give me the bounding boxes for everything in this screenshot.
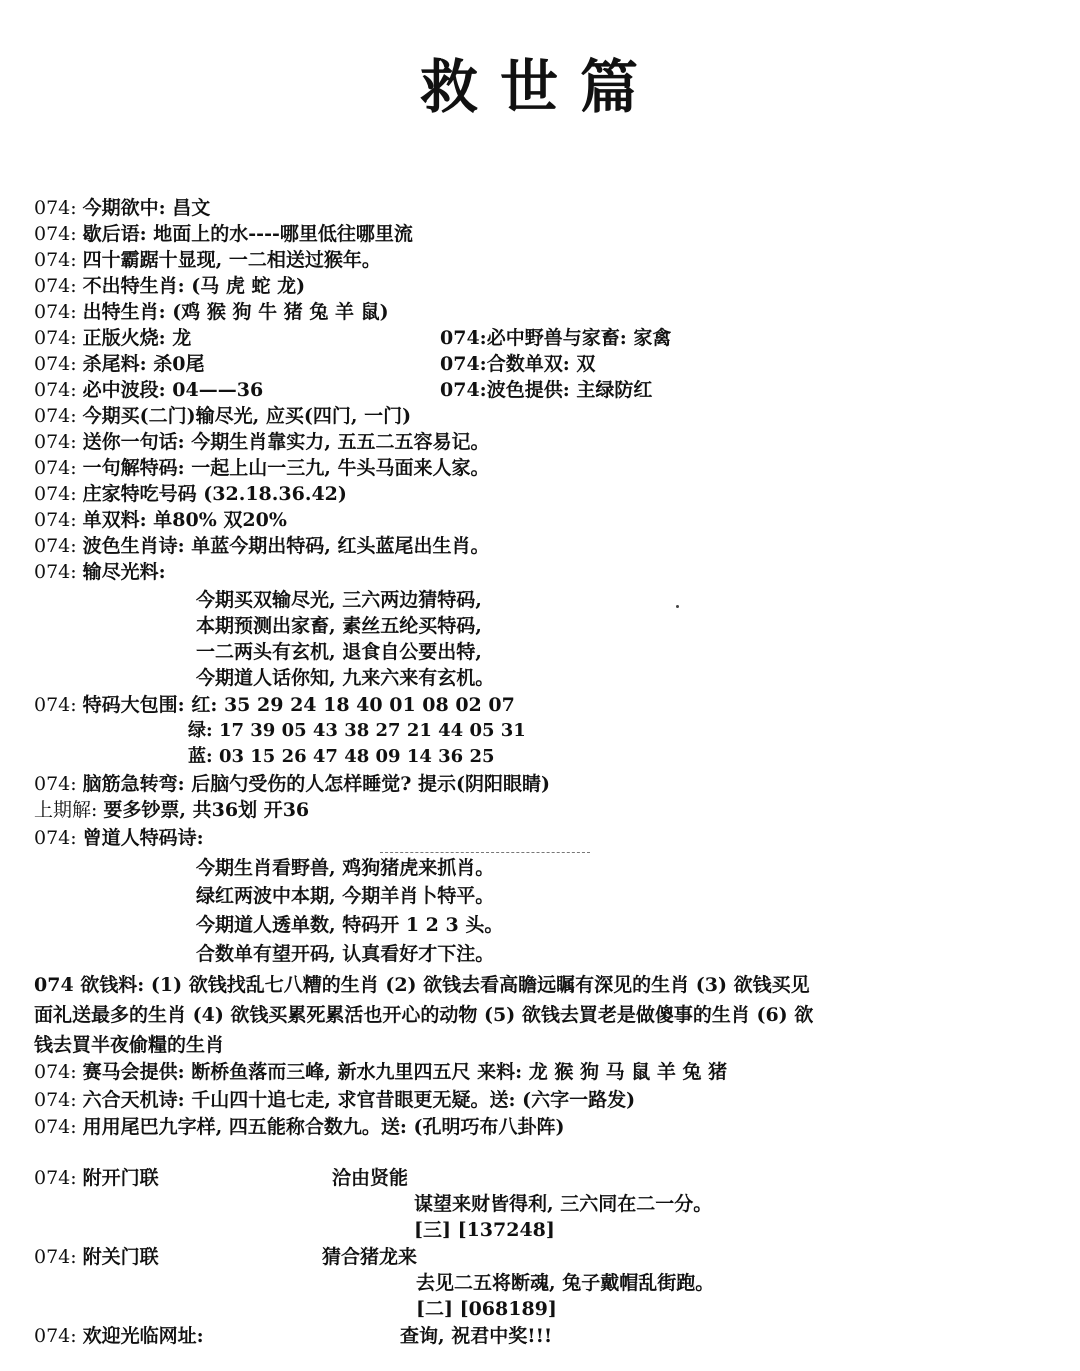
line-jinqi: 074: 今期欲中: 昌文 xyxy=(34,197,211,219)
guanmen-couplet: 去见二五将断魂, 兔子戴帽乱街跑。 xyxy=(416,1272,715,1294)
line-weiba: 074: 用用尾巴九字样, 四五能称合数九。送: (孔明巧布八卦阵) xyxy=(34,1116,565,1138)
guanmen-code: [二] [068189] xyxy=(416,1298,557,1320)
footer-text: 查询, 祝君中奖!!! xyxy=(400,1325,553,1347)
line-yiju: 074: 一句解特码: 一起上山一三九, 牛头马面来人家。 xyxy=(34,457,490,479)
line-zengdaoren: 074: 曾道人特码诗: xyxy=(34,827,204,849)
line-buchu: 074: 不出特生肖: (马 虎 蛇 龙) xyxy=(34,275,306,297)
line-footer: 074: 欢迎光临网址: xyxy=(34,1325,204,1347)
line-chute: 074: 出特生肖: (鸡 猴 狗 牛 猪 兔 羊 鼠) xyxy=(34,301,389,323)
line-shangqi: 上期解: 要多钞票, 共36划 开36 xyxy=(34,799,310,821)
line-songni: 074: 送你一句话: 今期生肖靠实力, 五五二五容易记。 xyxy=(34,431,490,453)
scan-speck xyxy=(676,605,679,608)
line-heshu: 074:合数单双: 双 xyxy=(440,353,596,375)
line-danshuang: 074: 单双料: 单80% 双20% xyxy=(34,509,287,531)
page-title: 救世篇 xyxy=(419,53,660,121)
line-naojin: 074: 脑筋急转弯: 后脑勺受伤的人怎样睡觉? 提示(阴阳眼睛) xyxy=(34,773,551,795)
line-guanmen: 074: 附关门联 xyxy=(34,1246,159,1268)
line-yeshou: 074:必中野兽与家畜: 家禽 xyxy=(440,327,672,349)
kaimen-code: [三] [137248] xyxy=(414,1219,555,1241)
poem1-line: 今期买双输尽光, 三六两边猜特码, xyxy=(196,589,482,611)
scan-artifact xyxy=(380,852,590,855)
poem2-line: 今期道人透单数, 特码开 1 2 3 头。 xyxy=(196,914,504,936)
line-baowei: 074: 特码大包围: 红: 35 29 24 18 40 01 08 02 07 xyxy=(34,694,515,716)
yuqian-paragraph: 074 欲钱料: (1) 欲钱找乱七八糟的生肖 (2) 欲钱去看高瞻远瞩有深见的生肖 (3) 欲钱买见面礼送最多的生肖 (4) 欲钱买累死累活也开心的动物 (5) 欲钱去買老是做傻事的生肖 (6) 欲钱去買半夜偷糧的生肖 xyxy=(34,974,814,1056)
line-boduan: 074: 必中波段: 04——36 xyxy=(34,379,264,401)
line-liuhe: 074: 六合天机诗: 千山四十追七走, 求官昔眼更无疑。送: (六字一路发) xyxy=(34,1089,636,1111)
guanmen-title: 猜合猪龙来 xyxy=(322,1246,418,1268)
poem1-line: 今期道人话你知, 九来六来有玄机。 xyxy=(196,667,495,689)
poem2-line: 合数单有望开码, 认真看好才下注。 xyxy=(196,943,495,965)
blue-numbers: 03 15 26 47 48 09 14 36 25 xyxy=(218,746,495,767)
line-kaimen: 074: 附开门联 xyxy=(34,1167,159,1189)
line-bose: 074:波色提供: 主绿防红 xyxy=(440,379,653,401)
kaimen-couplet: 谋望来财皆得利, 三六同在二一分。 xyxy=(414,1193,713,1215)
poem2-line: 绿红两波中本期, 今期羊肖卜特平。 xyxy=(196,885,495,907)
line-sishi: 074: 四十霸踞十显现, 一二相送过猴年。 xyxy=(34,249,381,271)
blue-numbers-row: 蓝: 03 15 26 47 48 09 14 36 25 xyxy=(188,746,495,767)
poem1-line: 本期预测出家畜, 素丝五纶买特码, xyxy=(196,615,482,637)
kaimen-title: 洽由贤能 xyxy=(332,1167,409,1189)
line-shawei: 074: 杀尾料: 杀0尾 xyxy=(34,353,205,375)
green-numbers-row: 绿: 17 39 05 43 38 27 21 44 05 31 xyxy=(188,720,526,741)
green-numbers: 17 39 05 43 38 27 21 44 05 31 xyxy=(218,720,526,741)
poem2-line: 今期生肖看野兽, 鸡狗猪虎来抓肖。 xyxy=(196,857,495,879)
line-huoshao: 074: 正版火烧: 龙 xyxy=(34,327,192,349)
line-zhuangjia: 074: 庄家特吃号码 (32.18.36.42) xyxy=(34,483,347,505)
line-jinqimai: 074: 今期买(二门)输尽光, 应买(四门, 一门) xyxy=(34,405,412,427)
line-shujin: 074: 输尽光料: xyxy=(34,561,166,583)
line-saimahui: 074: 赛马会提供: 断桥鱼落而三峰, 新水九里四五尺 来料: 龙 猴 狗 马 鼠 羊 兔 猪 xyxy=(34,1061,728,1083)
red-numbers: 35 29 24 18 40 01 08 02 07 xyxy=(223,694,515,716)
line-boseshi: 074: 波色生肖诗: 单蓝今期出特码, 红头蓝尾出生肖。 xyxy=(34,535,490,557)
line-xiehouyu: 074: 歇后语: 地面上的水----哪里低往哪里流 xyxy=(34,223,413,245)
poem1-line: 一二两头有玄机, 退食自公要出特, xyxy=(196,641,482,663)
